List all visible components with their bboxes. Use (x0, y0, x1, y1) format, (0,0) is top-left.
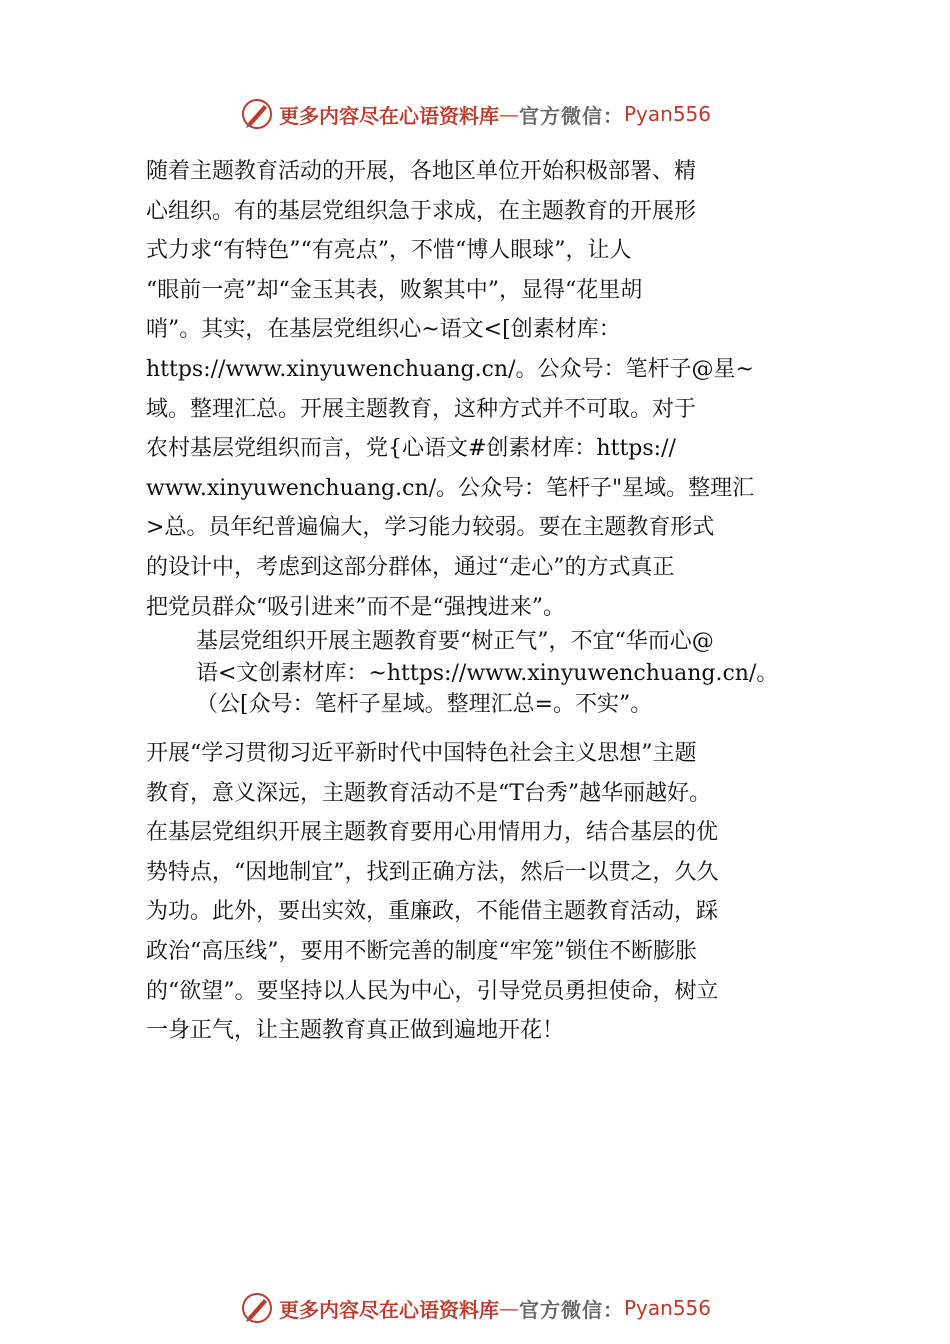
text-line: 教育，意义深远，主题教育活动不是“T台秀”越华丽越好。 (146, 780, 712, 806)
paragraph-3 (146, 734, 719, 1051)
text-line: “眼前一亮”却“金玉其表，败絮其中”，显得“花里胡 (146, 277, 643, 303)
banner-title: 更多内容尽在心语资料库 (278, 1297, 499, 1322)
text-line: 开展“学习贯彻习近平新时代中国特色社会主义思想”主题 (146, 741, 697, 766)
banner-title: 更多内容尽在心语资料库 (278, 103, 499, 128)
text-line: 农村基层党组织而言，党{心语文#创素材库：https:// (146, 436, 676, 462)
text-line: 把党员群众“吸引进来”而不是“强拽进来”。 (146, 594, 565, 620)
banner-wechat-id: Pyan556 (623, 1296, 711, 1320)
text-line: www.xinyuwenchuang.cn/。公众号：笔杆子"星域。整理汇 (146, 475, 755, 501)
banner-wechat-label: 官方微信： (518, 103, 624, 128)
pen-nib-logo-icon (239, 96, 275, 132)
banner-wechat-label: 官方微信： (518, 1297, 624, 1322)
paragraph-1 (146, 152, 754, 627)
text-line: 基层党组织开展主题教育要“树正气”，不宜“华而心@ (196, 629, 714, 654)
paragraph-2 (196, 626, 778, 721)
pen-nib-logo-icon (239, 1290, 275, 1326)
banner-dash: — (498, 1296, 519, 1320)
text-line: 哨”。其实，在基层党组织心~语文<[创素材库： (146, 317, 621, 343)
text-line: 为功。此外，要出实效，重廉政，不能借主题教育活动，踩 (146, 899, 719, 925)
banner-dash: — (498, 102, 519, 126)
text-line: 式力求“有特色”“有亮点”，不惜“博人眼球”，让人 (146, 238, 632, 264)
text-line: 政治“高压线”，要用不断完善的制度“牢笼”锁住不断膨胀 (146, 938, 697, 964)
text-line: （公[众号：笔杆子星域。整理汇总=。不实”。 (196, 692, 653, 717)
text-line: 一身正气，让主题教育真正做到遍地开花！ (146, 1018, 565, 1044)
footer-banner (0, 1288, 950, 1328)
text-line: 随着主题教育活动的开展，各地区单位开始积极部署、精 (146, 159, 697, 184)
header-banner (0, 94, 950, 134)
text-line: 心组织。有的基层党组织急于求成，在主题教育的开展形 (146, 198, 697, 224)
text-line: 在基层党组织开展主题教育要用心用情用力，结合基层的优 (146, 820, 719, 846)
text-line: >总。员年纪普遍偏大，学习能力较弱。要在主题教育形式 (146, 515, 715, 541)
text-line: 势特点，“因地制宜”，找到正确方法，然后一以贯之，久久 (146, 859, 719, 885)
text-line: 域。整理汇总。开展主题教育，这种方式并不可取。对于 (146, 396, 697, 422)
text-line: 的设计中，考虑到这部分群体，通过“走心”的方式真正 (146, 554, 675, 580)
text-line: https://www.xinyuwenchuang.cn/。公众号：笔杆子@星~ (146, 356, 754, 382)
text-line: 的“欲望”。要坚持以人民为中心，引导党员勇担使命，树立 (146, 978, 719, 1004)
text-line: 语<文创素材库：~https://www.xinyuwenchuang.cn/。 (196, 660, 779, 686)
banner-wechat-id: Pyan556 (623, 102, 711, 126)
